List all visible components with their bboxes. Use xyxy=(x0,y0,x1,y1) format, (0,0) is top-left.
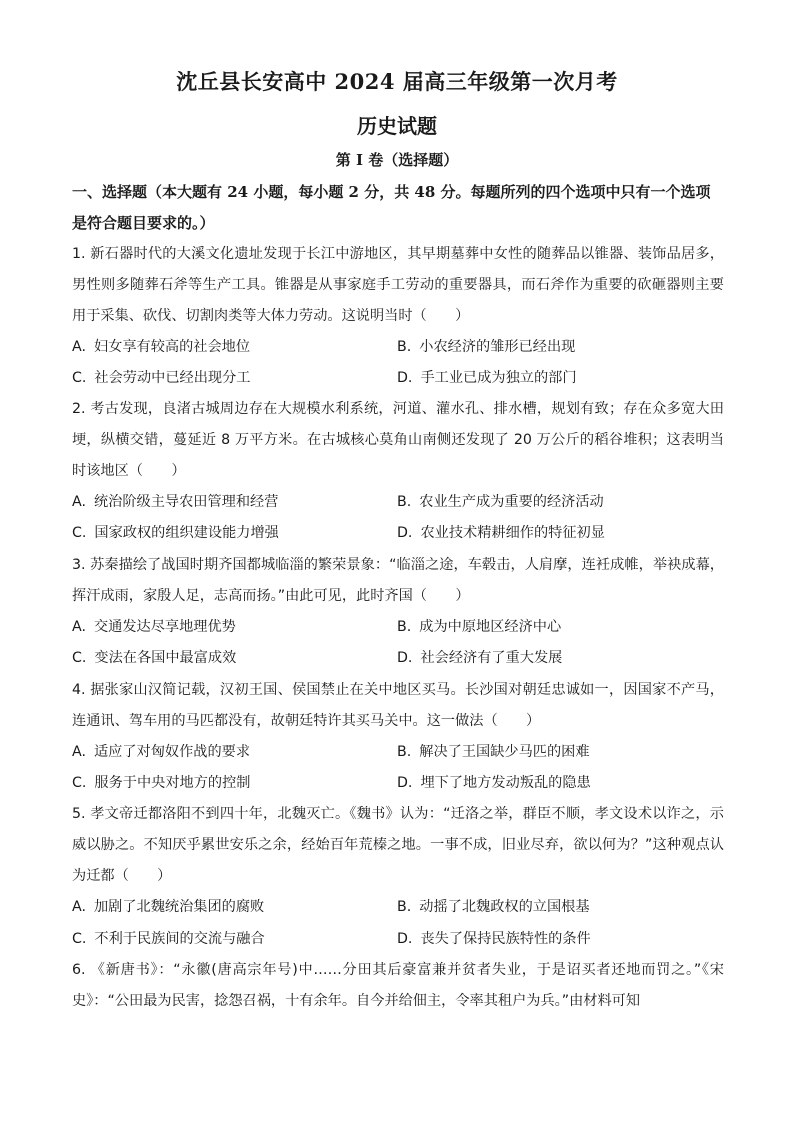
question-4-option-b xyxy=(397,737,590,768)
option-label: D. xyxy=(397,931,413,947)
question-3-option-d xyxy=(397,643,562,674)
question-5-stem: 5. 孝文帝迁都洛阳不到四十年，北魏灭亡。《魏书》认为：“迁洛之举，群臣不顺，孝文设术以诈之，示威以胁之。不知厌乎累世安乐之余，经始百年荒榛之地。一事不成，旧业尽弃，欲以何为？”这种观点认为迁都（ ） xyxy=(72,806,724,884)
option-label: A. xyxy=(72,494,86,510)
option-text: 社会经济有了重大发展 xyxy=(420,650,563,666)
question-6-stem: 6. 《新唐书》：“永徽(唐高宗年号)中……分田其后豪富兼并贫者失业，于是诏买者还地而罚之。”《宋史》：“公田最为民害，捻怨召祸，十有余年。自今并给佃主，令率其租户为兵。”由材料可知 xyxy=(72,962,724,1009)
option-text: 埋下了地方发动叛乱的隐患 xyxy=(420,775,591,791)
question-4-option-c xyxy=(72,768,251,799)
question-1-option-b xyxy=(397,332,575,363)
exam-title: 沈丘县长安高中 2024 届高三年级第一次月考 xyxy=(176,69,618,94)
option-label: D. xyxy=(397,650,413,666)
option-label: D. xyxy=(397,775,413,791)
question-1-stem: 1. 新石器时代的大溪文化遗址发现于长江中游地区，其早期墓葬中女性的随葬品以锥器、装饰品居多，男性则多随葬石斧等生产工具。锥器是从事家庭手工劳动的重要器具，而石斧作为重要的砍砸器则主要用于采集、砍伐、切割肉类等大体力劳动。这说明当时（ ） xyxy=(72,246,724,324)
question-4-option-d xyxy=(397,768,591,799)
question-2-option-b xyxy=(397,487,604,518)
option-text: 动摇了北魏政权的立国根基 xyxy=(419,899,590,915)
option-text: 加剧了北魏统治集团的腐败 xyxy=(93,899,265,915)
question-5-option-a xyxy=(72,892,264,923)
option-label: B. xyxy=(397,494,412,510)
option-label: B. xyxy=(397,339,412,355)
question-3-option-b xyxy=(397,612,561,643)
option-text: 农业技术精耕细作的特征初显 xyxy=(420,525,605,541)
option-label: B. xyxy=(397,899,412,915)
volume-title: 第 I 卷（选择题） xyxy=(335,151,459,169)
option-text: 变法在各国中最富成效 xyxy=(94,650,237,666)
option-label: D. xyxy=(397,525,413,541)
section-heading: 一、选择题（本大题有 24 小题，每小题 2 分，共 48 分。每题所列的四个选项中只有一个选项是符合题目要求的。） xyxy=(72,183,711,232)
question-3-option-a xyxy=(72,612,236,643)
option-label: C. xyxy=(72,650,87,666)
option-label: C. xyxy=(72,370,87,386)
option-label: A. xyxy=(72,899,86,915)
option-text: 国家政权的组织建设能力增强 xyxy=(94,525,279,541)
question-2-stem: 2. 考古发现，良渚古城周边存在大规模水利系统，河道、灌水孔、排水槽，规划有致；存在众多宽大田埂，纵横交错，蔓延近 8 万平方米。在古城核心莫角山南侧还发现了 20 万公斤的稻谷堆积；这表明当时该地区（ ） xyxy=(72,401,724,479)
option-text: 农业生产成为重要的经济活动 xyxy=(419,494,604,510)
question-4-option-a xyxy=(72,737,250,768)
option-label: A. xyxy=(72,339,86,355)
option-text: 统治阶级主导农田管理和经营 xyxy=(93,494,279,510)
option-label: D. xyxy=(397,370,413,386)
option-text: 手工业已成为独立的部门 xyxy=(420,370,577,386)
question-5-option-d xyxy=(397,924,591,955)
option-text: 交通发达尽享地理优势 xyxy=(93,619,236,635)
option-label: A. xyxy=(72,619,86,635)
option-label: C. xyxy=(72,931,87,947)
question-3-stem: 3. 苏秦描绘了战国时期齐国都城临淄的繁荣景象：“临淄之途，车毂击，人肩摩，连衽成帷，举袂成幕，挥汗成雨，家殷人足，志高而扬。”由此可见，此时齐国（ ） xyxy=(72,557,724,604)
question-1-option-c xyxy=(72,363,251,394)
option-text: 成为中原地区经济中心 xyxy=(419,619,562,635)
option-text: 社会劳动中已经出现分工 xyxy=(94,370,251,386)
option-label: A. xyxy=(72,744,86,760)
question-1-option-a xyxy=(72,332,250,363)
option-text: 解决了王国缺少马匹的困难 xyxy=(419,744,590,760)
option-text: 丧失了保持民族特性的条件 xyxy=(420,931,591,947)
option-text: 妇女享有较高的社会地位 xyxy=(93,339,251,355)
question-4-stem: 4. 据张家山汉简记载，汉初王国、侯国禁止在关中地区买马。长沙国对朝廷忠诚如一，因国家不产马，连通讯、驾车用的马匹都没有，故朝廷特许其买马关中。这一做法（ ） xyxy=(72,682,724,729)
subject-title: 历史试题 xyxy=(357,114,437,138)
question-2-option-d xyxy=(397,518,605,549)
option-text: 服务于中央对地方的控制 xyxy=(94,775,251,791)
option-label: B. xyxy=(397,619,412,635)
question-3-option-c xyxy=(72,643,236,674)
question-2-option-c xyxy=(72,518,279,549)
question-5-option-b xyxy=(397,892,590,923)
question-5-option-c xyxy=(72,924,265,955)
question-2-option-a xyxy=(72,487,278,518)
option-label: C. xyxy=(72,525,87,541)
option-label: C. xyxy=(72,775,87,791)
question-1-option-d xyxy=(397,363,577,394)
option-label: B. xyxy=(397,744,412,760)
option-text: 不利于民族间的交流与融合 xyxy=(94,931,265,947)
option-text: 适应了对匈奴作战的要求 xyxy=(93,744,251,760)
option-text: 小农经济的雏形已经出现 xyxy=(419,339,576,355)
